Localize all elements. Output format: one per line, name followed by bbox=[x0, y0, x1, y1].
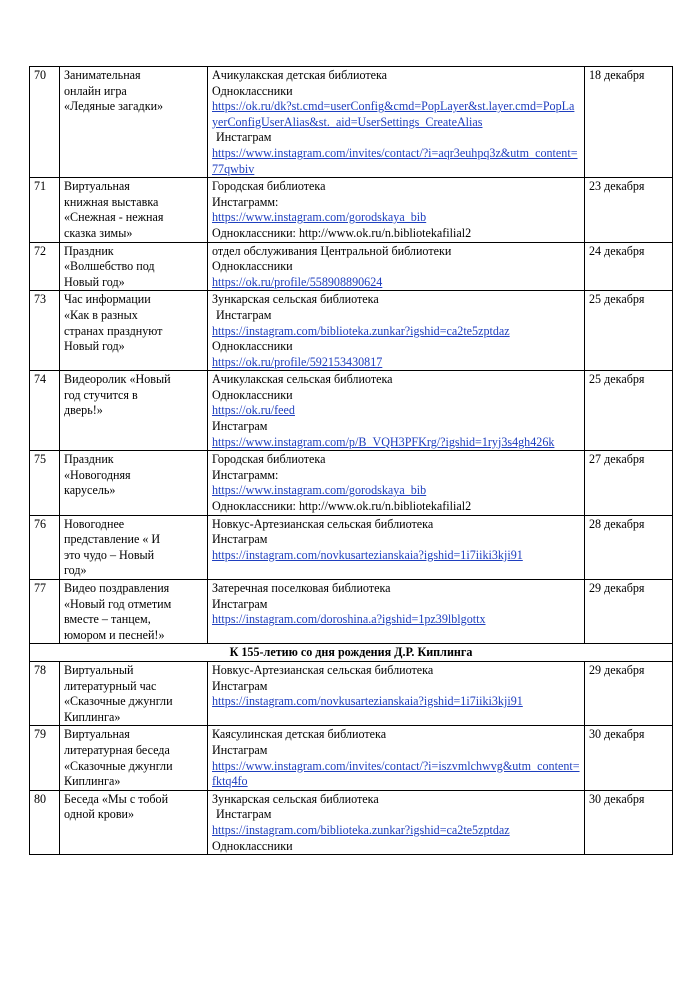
event-title bbox=[60, 242, 208, 291]
venue-line bbox=[212, 468, 580, 484]
social-link[interactable]: https://www.instagram.com/invites/contact/?i=iszvmlchwvg&utm_content=fktq4fo bbox=[212, 758, 580, 789]
event-date: 24 декабря bbox=[585, 242, 673, 291]
event-title-line: странах празднуют bbox=[64, 323, 163, 338]
venue-line bbox=[212, 727, 580, 743]
venue-cell bbox=[208, 242, 585, 291]
event-title-line: «Снежная - нежная bbox=[64, 210, 164, 225]
event-title-line: дверь!» bbox=[64, 403, 103, 418]
venue-line bbox=[212, 597, 580, 613]
event-title-line: это чудо – Новый bbox=[64, 547, 155, 562]
venue-cell bbox=[208, 580, 585, 644]
venue-text: Инстаграм bbox=[216, 807, 272, 822]
table-row bbox=[30, 371, 673, 451]
row-number: 71 bbox=[30, 178, 60, 242]
social-link[interactable]: https://www.instagram.com/p/B_VQH3PFKrg/?igshid=1ryj3s4gh426k bbox=[212, 434, 555, 449]
event-title-line: представление « И bbox=[64, 532, 161, 547]
venue-line bbox=[212, 68, 580, 84]
venue-line bbox=[212, 452, 580, 468]
venue-line bbox=[212, 839, 580, 855]
venue-line bbox=[212, 226, 580, 242]
row-number: 77 bbox=[30, 580, 60, 644]
table-row bbox=[30, 726, 673, 790]
event-title-line: Праздник bbox=[64, 452, 114, 467]
venue-text: Одноклассники bbox=[212, 83, 293, 98]
inline-url[interactable]: http://www.ok.ru/n.bibliotekafilial2 bbox=[298, 499, 472, 514]
inline-url[interactable]: http://www.ok.ru/n.bibliotekafilial2 bbox=[298, 225, 472, 240]
event-title-line: литературный час bbox=[64, 678, 157, 693]
event-title bbox=[60, 67, 208, 178]
venue-text: Городская библиотека bbox=[212, 452, 326, 467]
event-title-line: Занимательная bbox=[64, 68, 141, 82]
venue-text: Одноклассники: bbox=[212, 225, 296, 240]
event-date: 28 декабря bbox=[585, 515, 673, 579]
event-title-line: «Сказочные джунгли bbox=[64, 694, 173, 709]
row-number: 74 bbox=[30, 371, 60, 451]
event-title-line: «Новый год отметим bbox=[64, 596, 172, 611]
table-row bbox=[30, 242, 673, 291]
event-date: 29 декабря bbox=[585, 661, 673, 725]
table-row bbox=[30, 178, 673, 242]
event-date: 27 декабря bbox=[585, 451, 673, 515]
venue-line bbox=[212, 259, 580, 275]
venue-text: Инстаграм bbox=[212, 532, 268, 547]
event-title-line: год» bbox=[64, 563, 87, 578]
table-row bbox=[30, 451, 673, 515]
table-row bbox=[30, 515, 673, 579]
venue-line bbox=[212, 244, 580, 260]
row-number: 70 bbox=[30, 67, 60, 178]
section-title: К 155-летию со дня рождения Д.Р. Киплинга bbox=[30, 644, 673, 662]
venue-line bbox=[212, 743, 580, 759]
venue-text: Инстаграм bbox=[212, 742, 268, 757]
event-title bbox=[60, 291, 208, 371]
venue-text: Зункарская сельская библиотека bbox=[212, 791, 379, 806]
event-title-line: сказка зимы» bbox=[64, 225, 133, 240]
event-title-line: «Ледяные загадки» bbox=[64, 99, 164, 114]
event-title-line: вместе – танцем, bbox=[64, 612, 151, 627]
venue-text: Инстаграмм: bbox=[212, 467, 279, 482]
row-number: 78 bbox=[30, 661, 60, 725]
venue-text: Инстаграм bbox=[212, 596, 268, 611]
event-date: 25 декабря bbox=[585, 371, 673, 451]
venue-line bbox=[212, 84, 580, 100]
row-number: 80 bbox=[30, 790, 60, 854]
venue-line bbox=[212, 581, 580, 597]
venue-text: Каясулинская детская библиотека bbox=[212, 727, 387, 742]
event-title bbox=[60, 790, 208, 854]
venue-cell bbox=[208, 67, 585, 178]
social-link[interactable]: https://ok.ru/dk?st.cmd=userConfig&cmd=PopLayer&st.layer.cmd=PopLayerConfigUserAlias&st._aid=UserSettings_CreateAlias bbox=[212, 99, 575, 129]
event-date: 29 декабря bbox=[585, 580, 673, 644]
table-row bbox=[30, 790, 673, 854]
venue-line bbox=[212, 372, 580, 388]
venue-text: Затеречная поселковая библиотека bbox=[212, 581, 391, 595]
event-title-line: Праздник bbox=[64, 243, 114, 258]
social-link[interactable]: https://ok.ru/profile/558908890624 bbox=[212, 274, 383, 289]
venue-cell bbox=[208, 515, 585, 579]
event-title-line: карусель» bbox=[64, 483, 116, 498]
event-title-line: Беседа «Мы с тобой bbox=[64, 791, 169, 806]
event-title-line: юмором и песней!» bbox=[64, 627, 165, 642]
social-link[interactable]: https://instagram.com/biblioteka.zunkar?igshid=ca2te5zptdaz bbox=[212, 323, 510, 338]
venue-line bbox=[212, 195, 580, 211]
venue-text: Одноклассники bbox=[212, 838, 293, 853]
venue-text: Зункарская сельская библиотека bbox=[212, 292, 379, 307]
table-row bbox=[30, 291, 673, 371]
event-title bbox=[60, 661, 208, 725]
venue-line bbox=[212, 532, 580, 548]
venue-text: Новкус-Артезианская сельская библиотека bbox=[212, 662, 434, 677]
venue-text: отдел обслуживания Центральной библиотеки bbox=[212, 243, 452, 258]
section-row-group bbox=[30, 644, 673, 662]
venue-text: Ачикулакская детская библиотека bbox=[212, 68, 388, 82]
table-row bbox=[30, 661, 673, 725]
events-table bbox=[29, 66, 673, 855]
venue-text: Одноклассники bbox=[212, 259, 293, 274]
venue-line bbox=[212, 292, 580, 308]
event-title-line: Новогоднее bbox=[64, 516, 125, 531]
social-link[interactable]: https://ok.ru/feed bbox=[212, 403, 295, 418]
row-number: 72 bbox=[30, 242, 60, 291]
venue-line bbox=[212, 679, 580, 695]
event-title-line: Видео поздравления bbox=[64, 581, 170, 595]
event-title-line: одной крови» bbox=[64, 807, 135, 822]
venue-text: Одноклассники bbox=[212, 387, 293, 402]
table-row bbox=[30, 580, 673, 644]
venue-line bbox=[212, 807, 580, 823]
section-row bbox=[30, 644, 673, 662]
venue-line bbox=[212, 499, 580, 515]
row-number: 79 bbox=[30, 726, 60, 790]
table-row bbox=[30, 67, 673, 178]
venue-line bbox=[212, 419, 580, 435]
event-title-line: «Новогодняя bbox=[64, 467, 131, 482]
event-title-line: онлайн игра bbox=[64, 83, 127, 98]
event-title bbox=[60, 580, 208, 644]
event-title bbox=[60, 178, 208, 242]
event-title-line: Час информации bbox=[64, 292, 151, 307]
venue-line bbox=[212, 130, 580, 146]
event-date: 23 декабря bbox=[585, 178, 673, 242]
venue-text: Новкус-Артезианская сельская библиотека bbox=[212, 516, 434, 531]
venue-line bbox=[212, 388, 580, 404]
event-title-line: Киплинга» bbox=[64, 774, 121, 789]
venue-text: Инстаграм bbox=[216, 307, 272, 322]
venue-text: Городская библиотека bbox=[212, 179, 326, 194]
event-title-line: «Как в разных bbox=[64, 307, 138, 322]
event-title-line: Виртуальная bbox=[64, 179, 130, 194]
social-link[interactable]: https://ok.ru/profile/592153430817 bbox=[212, 354, 383, 369]
venue-cell bbox=[208, 371, 585, 451]
venue-line bbox=[212, 663, 580, 679]
venue-cell bbox=[208, 661, 585, 725]
kipling-events-body bbox=[30, 661, 673, 854]
venue-text: Инстаграмм: bbox=[212, 194, 279, 209]
event-date: 18 декабря bbox=[585, 67, 673, 178]
social-link[interactable]: https://instagram.com/biblioteka.zunkar?igshid=ca2te5zptdaz bbox=[212, 822, 510, 837]
event-date: 30 декабря bbox=[585, 726, 673, 790]
venue-line bbox=[212, 339, 580, 355]
venue-line bbox=[212, 517, 580, 533]
venue-text: Ачикулакская сельская библиотека bbox=[212, 372, 393, 387]
venue-line bbox=[212, 308, 580, 324]
event-title-line: «Волшебство под bbox=[64, 259, 155, 274]
event-title-line: Виртуальная bbox=[64, 727, 130, 742]
event-title-line: Киплинга» bbox=[64, 709, 121, 724]
social-link[interactable]: https://instagram.com/doroshina.a?igshid=1pz39lblgottx bbox=[212, 612, 486, 627]
event-title-line: Новый год» bbox=[64, 339, 125, 354]
social-link[interactable]: https://www.instagram.com/invites/contact/?i=aqr3euhpq3z&utm_content=77qwbiv bbox=[212, 145, 578, 176]
event-title-line: год стучится в bbox=[64, 387, 138, 402]
social-link[interactable]: https://www.instagram.com/gorodskaya_bib bbox=[212, 483, 427, 498]
venue-line bbox=[212, 179, 580, 195]
event-title bbox=[60, 371, 208, 451]
venue-cell bbox=[208, 451, 585, 515]
event-title bbox=[60, 515, 208, 579]
row-number: 76 bbox=[30, 515, 60, 579]
row-number: 73 bbox=[30, 291, 60, 371]
event-title bbox=[60, 726, 208, 790]
event-title-line: литературная беседа bbox=[64, 742, 170, 757]
venue-text: Инстаграм bbox=[212, 419, 268, 434]
event-title-line: книжная выставка bbox=[64, 194, 159, 209]
venue-cell bbox=[208, 726, 585, 790]
event-date: 30 декабря bbox=[585, 790, 673, 854]
venue-text: Инстаграм bbox=[216, 130, 272, 145]
event-title-line: Видеоролик «Новый bbox=[64, 372, 171, 387]
event-date: 25 декабря bbox=[585, 291, 673, 371]
venue-text: Инстаграм bbox=[212, 678, 268, 693]
row-number: 75 bbox=[30, 451, 60, 515]
event-title-line: Виртуальный bbox=[64, 662, 134, 677]
venue-text: Одноклассники: bbox=[212, 499, 296, 514]
events-table-body bbox=[30, 67, 673, 644]
venue-cell bbox=[208, 790, 585, 854]
social-link[interactable]: https://instagram.com/novkusartezianskaia?igshid=1i7iiki3kji91 bbox=[212, 694, 523, 709]
venue-cell bbox=[208, 291, 585, 371]
event-title-line: Новый год» bbox=[64, 274, 125, 289]
event-title bbox=[60, 451, 208, 515]
social-link[interactable]: https://instagram.com/novkusartezianskaia?igshid=1i7iiki3kji91 bbox=[212, 547, 523, 562]
venue-text: Одноклассники bbox=[212, 339, 293, 354]
social-link[interactable]: https://www.instagram.com/gorodskaya_bib bbox=[212, 210, 427, 225]
venue-cell bbox=[208, 178, 585, 242]
event-title-line: «Сказочные джунгли bbox=[64, 758, 173, 773]
venue-line bbox=[212, 792, 580, 808]
